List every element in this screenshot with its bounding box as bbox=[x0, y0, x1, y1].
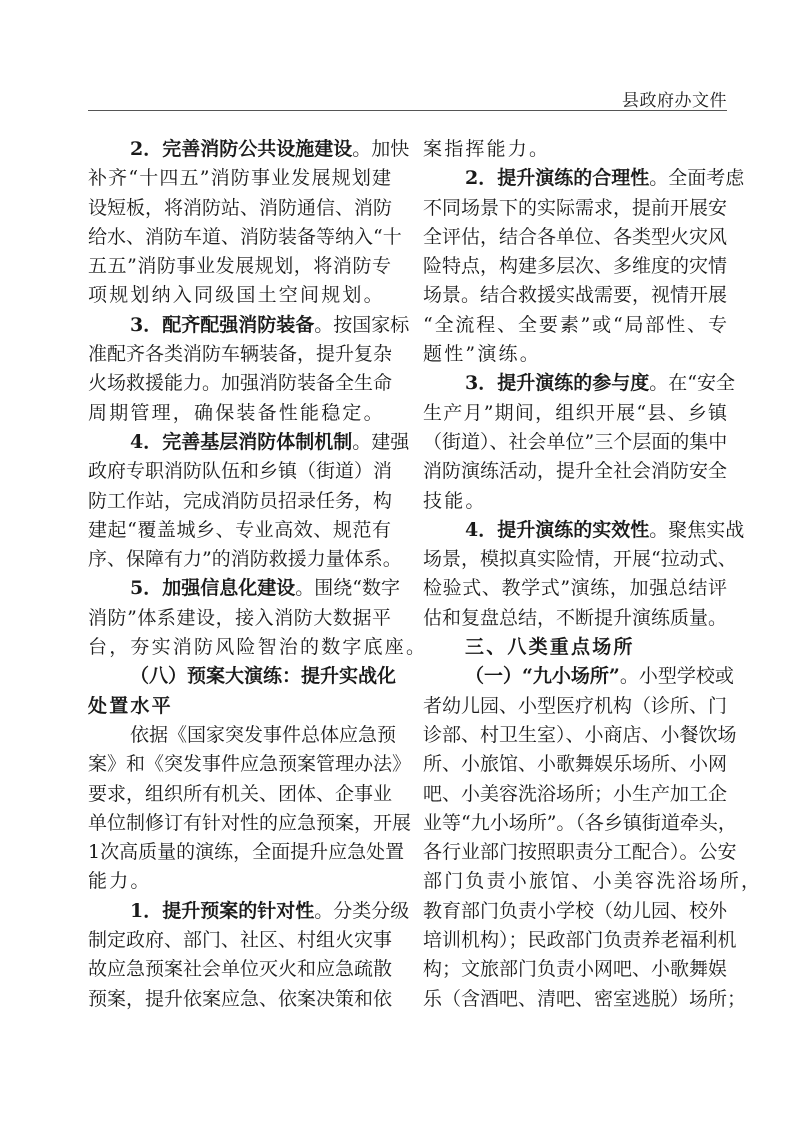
text-line bbox=[88, 194, 391, 223]
body-text: 单位制修订有针对性的应急预案，开展 bbox=[88, 811, 412, 834]
body-text: 案》和《突发事件应急预案管理办法》 bbox=[88, 753, 412, 776]
body-text: 。分类分级 bbox=[314, 899, 410, 922]
body-text: 消防演练活动，提升全社会消防安全 bbox=[423, 460, 728, 483]
body-text: （街道）、社会单位”三个层面的集中 bbox=[423, 430, 728, 453]
body-text: 吧、小美容洗浴场所；小生产加工企 bbox=[423, 782, 728, 805]
text-line bbox=[423, 340, 727, 369]
body-text: 生产月”期间，组织开展“县、乡镇 bbox=[423, 401, 727, 424]
text-line bbox=[88, 955, 391, 984]
body-text: 补齐“十四五”消防事业发展规划建 bbox=[88, 167, 391, 190]
bold-heading-text: （一）“九小场所” bbox=[465, 665, 620, 688]
bold-heading-text: 5．加强信息化建设 bbox=[130, 577, 296, 600]
body-text: 设短板，将消防站、消防通信、消防 bbox=[88, 196, 393, 219]
text-line bbox=[423, 897, 727, 926]
body-text: 。建强 bbox=[352, 430, 410, 453]
text-line bbox=[88, 867, 391, 896]
text-line bbox=[423, 399, 727, 428]
text-line bbox=[88, 897, 410, 926]
body-text: 项规划纳入同级国土空间规划。 bbox=[88, 284, 385, 307]
body-text: 估和复盘总结，不断提升演练质量。 bbox=[423, 606, 728, 629]
text-line bbox=[423, 252, 727, 281]
body-text: 台，夯实消防风险智治的数字底座。 bbox=[88, 636, 428, 659]
body-text: 火场救援能力。加强消防装备全生命 bbox=[88, 372, 393, 395]
body-text: 消防”体系建设，接入消防大数据平 bbox=[88, 606, 391, 629]
text-line bbox=[88, 750, 412, 779]
text-line bbox=[423, 985, 747, 1014]
text-line bbox=[423, 838, 737, 867]
body-text: 防工作站，完成消防员招录任务，构 bbox=[88, 489, 393, 512]
text-line bbox=[88, 926, 391, 955]
text-line bbox=[423, 780, 727, 809]
text-line bbox=[423, 135, 727, 164]
text-line bbox=[423, 223, 727, 252]
text-line bbox=[423, 721, 737, 750]
header-divider bbox=[88, 110, 727, 111]
body-text: 检验式、教学式”演练，加强总结评 bbox=[423, 577, 727, 600]
text-line bbox=[88, 135, 410, 164]
body-text: 。按国家标 bbox=[314, 313, 410, 336]
body-text: 构；文旅部门负责小网吧、小歌舞娱 bbox=[423, 958, 728, 981]
text-line bbox=[423, 750, 727, 779]
text-line bbox=[88, 252, 391, 281]
body-text: 政府专职消防队伍和乡镇（街道）消 bbox=[88, 460, 393, 483]
text-line bbox=[423, 662, 734, 691]
body-text: 1次高质量的演练，全面提升应急处置 bbox=[88, 841, 405, 864]
bold-heading-text: 2．完善消防公共设施建设 bbox=[130, 138, 353, 160]
text-line bbox=[88, 164, 391, 193]
body-text: 依据《国家突发事件总体应急预 bbox=[130, 723, 397, 746]
body-text: 培训机构）；民政部门负责养老福利机 bbox=[423, 929, 737, 952]
text-line bbox=[88, 838, 405, 867]
body-text: 。加快 bbox=[352, 138, 410, 160]
bold-heading-text: 1．提升预案的针对性 bbox=[130, 899, 315, 922]
text-line bbox=[88, 457, 391, 486]
body-text: 建起“覆盖城乡、专业高效、规范有 bbox=[88, 518, 391, 541]
text-line bbox=[88, 604, 391, 633]
text-line bbox=[88, 574, 400, 603]
body-text: 不同场景下的实际需求，提前开展安 bbox=[423, 196, 728, 219]
right-column bbox=[423, 135, 763, 1014]
text-line bbox=[88, 662, 397, 691]
body-text: 。小型学校或 bbox=[619, 665, 734, 688]
text-line bbox=[423, 194, 727, 223]
body-text: 。围绕“数字 bbox=[295, 577, 400, 600]
text-line bbox=[423, 809, 737, 838]
text-line bbox=[423, 369, 735, 398]
bold-heading-text: 2．提升演练的合理性 bbox=[465, 167, 650, 190]
text-line bbox=[423, 457, 727, 486]
left-column bbox=[88, 135, 428, 1014]
body-text: 五五”消防事业发展规划，将消防专 bbox=[88, 255, 391, 278]
text-line bbox=[88, 780, 391, 809]
text-line bbox=[423, 574, 727, 603]
text-line bbox=[423, 692, 727, 721]
body-text: 者幼儿园、小型医疗机构（诊所、门 bbox=[423, 694, 728, 717]
text-line bbox=[423, 604, 727, 633]
text-line bbox=[88, 985, 391, 1014]
text-line bbox=[423, 633, 727, 662]
body-text: 故应急预案社会单位灭火和应急疏散 bbox=[88, 958, 393, 981]
body-text: 能力。 bbox=[88, 870, 152, 893]
body-text: 案指挥能力。 bbox=[423, 138, 551, 160]
text-line bbox=[88, 399, 391, 428]
text-line bbox=[423, 428, 727, 457]
text-line bbox=[88, 369, 391, 398]
text-line bbox=[88, 516, 391, 545]
text-line bbox=[88, 487, 391, 516]
body-text: 序、保障有力”的消防救援力量体系。 bbox=[88, 548, 402, 571]
text-line bbox=[88, 311, 410, 340]
text-line bbox=[88, 428, 410, 457]
body-text: 教育部门负责小学校（幼儿园、校外 bbox=[423, 899, 728, 922]
text-line bbox=[88, 223, 402, 252]
text-line bbox=[423, 281, 727, 310]
body-text: 。在“安全 bbox=[649, 372, 735, 395]
bold-heading-text: 处置水平 bbox=[88, 694, 173, 717]
bold-heading-text: 4．完善基层消防体制机制 bbox=[130, 430, 353, 453]
body-text: 场景，模拟真实险情，开展“拉动式、 bbox=[423, 548, 737, 571]
body-text: 题性”演练。 bbox=[423, 343, 541, 366]
body-text: 乐（含酒吧、清吧、密室逃脱）场所； bbox=[423, 987, 747, 1010]
text-line bbox=[423, 926, 737, 955]
body-text: 场景。结合救援实战需要，视情开展 bbox=[423, 284, 728, 307]
text-line bbox=[88, 545, 402, 574]
body-text: 技能。 bbox=[423, 489, 487, 512]
body-text: 全评估，结合各单位、各类型火灾风 bbox=[423, 225, 728, 248]
text-line bbox=[423, 487, 727, 516]
text-line bbox=[423, 867, 763, 896]
bold-heading-text: （八）预案大演练：提升实战化 bbox=[130, 665, 397, 688]
text-line bbox=[88, 721, 397, 750]
body-text: 所、小旅馆、小歌舞娱乐场所、小网 bbox=[423, 753, 728, 776]
body-text: 部门负责小旅馆、小美容洗浴场所， bbox=[423, 870, 763, 893]
body-text: 。聚焦实战 bbox=[649, 518, 745, 541]
body-text: 业等“九小场所”。（各乡镇街道牵头， bbox=[423, 811, 737, 834]
text-line bbox=[423, 311, 727, 340]
body-text: 要求，组织所有机关、团体、企事业 bbox=[88, 782, 393, 805]
text-line bbox=[88, 281, 391, 310]
text-line bbox=[423, 545, 737, 574]
text-line bbox=[423, 955, 727, 984]
bold-heading-text: 三、八类重点场所 bbox=[465, 636, 635, 659]
text-line bbox=[423, 164, 745, 193]
body-text: 制定政府、部门、社区、村组火灾事 bbox=[88, 929, 393, 952]
body-text: 给水、消防车道、消防装备等纳入“十 bbox=[88, 225, 402, 248]
body-text: “全流程、全要素”或“局部性、专 bbox=[423, 313, 727, 336]
body-text: 周期管理，确保装备性能稳定。 bbox=[88, 401, 385, 424]
text-line bbox=[423, 516, 745, 545]
body-text: 诊部、村卫生室）、小商店、小餐饮场 bbox=[423, 723, 737, 746]
body-text: 险特点，构建多层次、多维度的灾情 bbox=[423, 255, 728, 278]
body-text: 预案，提升依案应急、依案决策和依 bbox=[88, 987, 393, 1010]
text-line bbox=[88, 633, 428, 662]
text-line bbox=[88, 340, 391, 369]
bold-heading-text: 3．配齐配强消防装备 bbox=[130, 313, 315, 336]
bold-heading-text: 4．提升演练的实效性 bbox=[465, 518, 650, 541]
bold-heading-text: 3．提升演练的参与度 bbox=[465, 372, 650, 395]
header-title: 县政府办文件 bbox=[622, 91, 727, 111]
text-line bbox=[88, 692, 391, 721]
body-text: 。全面考虑 bbox=[649, 167, 745, 190]
body-text: 各行业部门按照职责分工配合）。公安 bbox=[423, 841, 737, 864]
body-text: 准配齐各类消防车辆装备，提升复杂 bbox=[88, 343, 393, 366]
text-line bbox=[88, 809, 412, 838]
